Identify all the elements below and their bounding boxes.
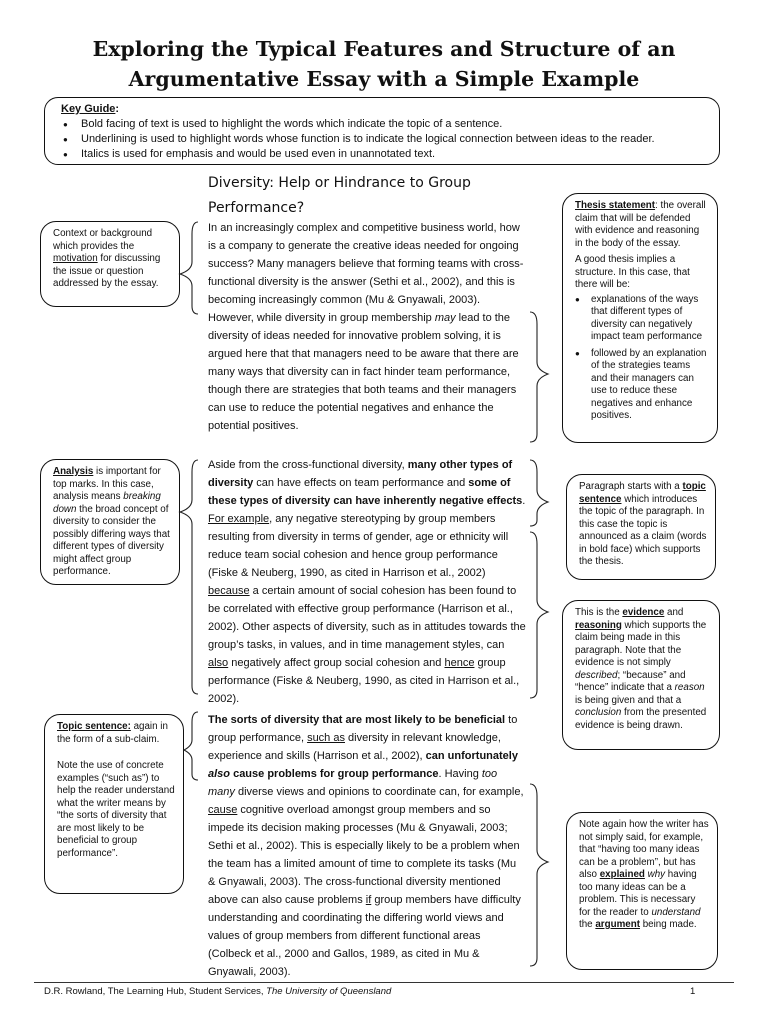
essay-heading: Diversity: Help or Hindrance to Group Performance? bbox=[208, 175, 471, 216]
key-guide-title: Key Guide: bbox=[61, 103, 120, 115]
right-brace-thesis bbox=[530, 312, 548, 442]
key-guide-item: ● Italics is used for emphasis and would be used even in unannotated text. bbox=[61, 147, 719, 162]
analysis-note: Analysis is important for top marks. In this case, analysis means breaking down the broad concept of diversity to consider the possibly differing ways that different types of diversity might affect group performance. bbox=[40, 459, 180, 585]
key-guide-box bbox=[44, 97, 720, 165]
right-brace-topic-sentence bbox=[530, 460, 548, 526]
footer-divider bbox=[34, 982, 734, 983]
essay-paragraph-3: The sorts of diversity that are most likely to be beneficial to group performance, such as diversity in relevant knowledge, experience and skills (Harrison et al., 2002), can unfortunately also cause problems for group performance. Having too many diverse views and opinions to coordinate can, for example, cause cognitive overload amongst group members and so impede its decision making processes (Mu & Gnyawali, 2003; Sethi et al., 2002). This is especially likely to be a problem when the team has a limited amount of time to complete its tasks (Mu & Gnyawali, 2003). The cross-functional diversity mentioned above can also cause problems if group members have difficulty understanding and coordinating the differing world views and values of group members from different functional areas (Colbeck et al., 2000 and Gallos, 1989, as cited in Mu & Gnyawali, 2003). bbox=[208, 714, 524, 978]
evidence-note: This is the evidence and reasoning which supports the claim being made in this paragraph. Note that the evidence is not simply described; “because” and “hence” indicate that a reason is being given and that a conclusion from the presented evidence is being drawn. bbox=[562, 600, 720, 750]
thesis-bullet-list bbox=[575, 294, 709, 423]
left-brace-analysis bbox=[180, 460, 198, 694]
key-guide-item: ● Underlining is used to highlight words whose function is to indicate the logical connection between ideas to the reader. bbox=[61, 132, 719, 147]
document-title bbox=[40, 34, 728, 94]
topic-sentence-note: Topic sentence: again in the form of a sub-claim. Note the use of concrete examples (“such as”) to help the reader understand what the writer means by “the sorts of diversity that are most likely to be beneficial to group performance”. bbox=[44, 714, 184, 894]
footer-credit: D.R. Rowland, The Learning Hub, Student Services, The University of Queensland bbox=[44, 986, 392, 997]
title-line-1: Exploring the Typical Features and Structure of an bbox=[92, 37, 676, 61]
right-brace-explanation bbox=[530, 784, 548, 966]
key-guide-item: ● Bold facing of text is used to highlight the words which indicate the topic of a sentence. bbox=[61, 117, 719, 132]
thesis-bullet: ● followed by an explanation of the strategies teams and their managers can use to reduce these negatives and enhance positives. bbox=[575, 348, 709, 423]
key-guide-list bbox=[61, 117, 719, 162]
thesis-statement-note: Thesis statement: the overall claim that will be defended with evidence and reasoning in the body of the essay. A good thesis implies a structure. In this case, that there will be: ● explanations of the ways that different types of diversity can negatively impact team performance ● followed by an explanation of the strategies teams and their managers can use to reduce these negatives and enhance positives. bbox=[562, 193, 718, 443]
essay-paragraph-1: In an increasingly complex and competitive business world, how is a company to generate the creative ideas needed for ongoing success? Many managers believe that forming teams with cross-functional diversity is the answer (Sethi et al., 2002), and this is becoming increasingly common (Mu & Gnyawali, 2003). However, while diversity in group membership may lead to the diversity of ideas needed for innovative problem solving, it is argued here that that managers need to be aware that there are many ways that diversity can in fact hinder team performance, though there are strategies that both teams and their managers can use to reduce the potential negatives and enhance the potential positives. bbox=[208, 222, 524, 432]
explanation-note: Note again how the writer has not simply said, for example, that “having too many ideas can be a problem”, but has also explained why having too many ideas can be a problem. This is necessary for the reader to understand the argument being made. bbox=[566, 812, 718, 970]
essay-paragraph-2: Aside from the cross-functional diversity, many other types of diversity can have effects on team performance and some of these types of diversity can have inherently negative effects. For example, any negative stereotyping by group members resulting from diversity in terms of gender, age or ethnicity will reduce team social cohesion and hence group performance (Fiske & Neuberg, 1990, as cited in Harrison et al., 2002) because a certain amount of social cohesion has been found to be correlated with effective group performance (Harrison et al., 2002). Other aspects of diversity, such as in attitudes towards the group’s tasks, in values, and in time management styles, can also negatively affect group social cohesion and hence group performance (Fiske & Neuberg, 1990, as cited in Harrison et al., 2002). bbox=[208, 459, 526, 705]
left-brace-topic bbox=[184, 712, 198, 780]
right-brace-evidence bbox=[530, 532, 548, 698]
page-number: 1 bbox=[690, 986, 696, 997]
thesis-bullet: ● explanations of the ways that different types of diversity can negatively impact team performance bbox=[575, 294, 709, 344]
paragraph-topic-note: Paragraph starts with a topic sentence which introduces the topic of the paragraph. In this case the topic is announced as a claim (words in bold face) which supports the thesis. bbox=[566, 474, 716, 580]
context-note: Context or background which provides the motivation for discussing the issue or question addressed by the essay. bbox=[40, 221, 180, 307]
left-brace-context bbox=[180, 222, 198, 314]
title-line-2: Argumentative Essay with a Simple Example bbox=[128, 67, 640, 91]
